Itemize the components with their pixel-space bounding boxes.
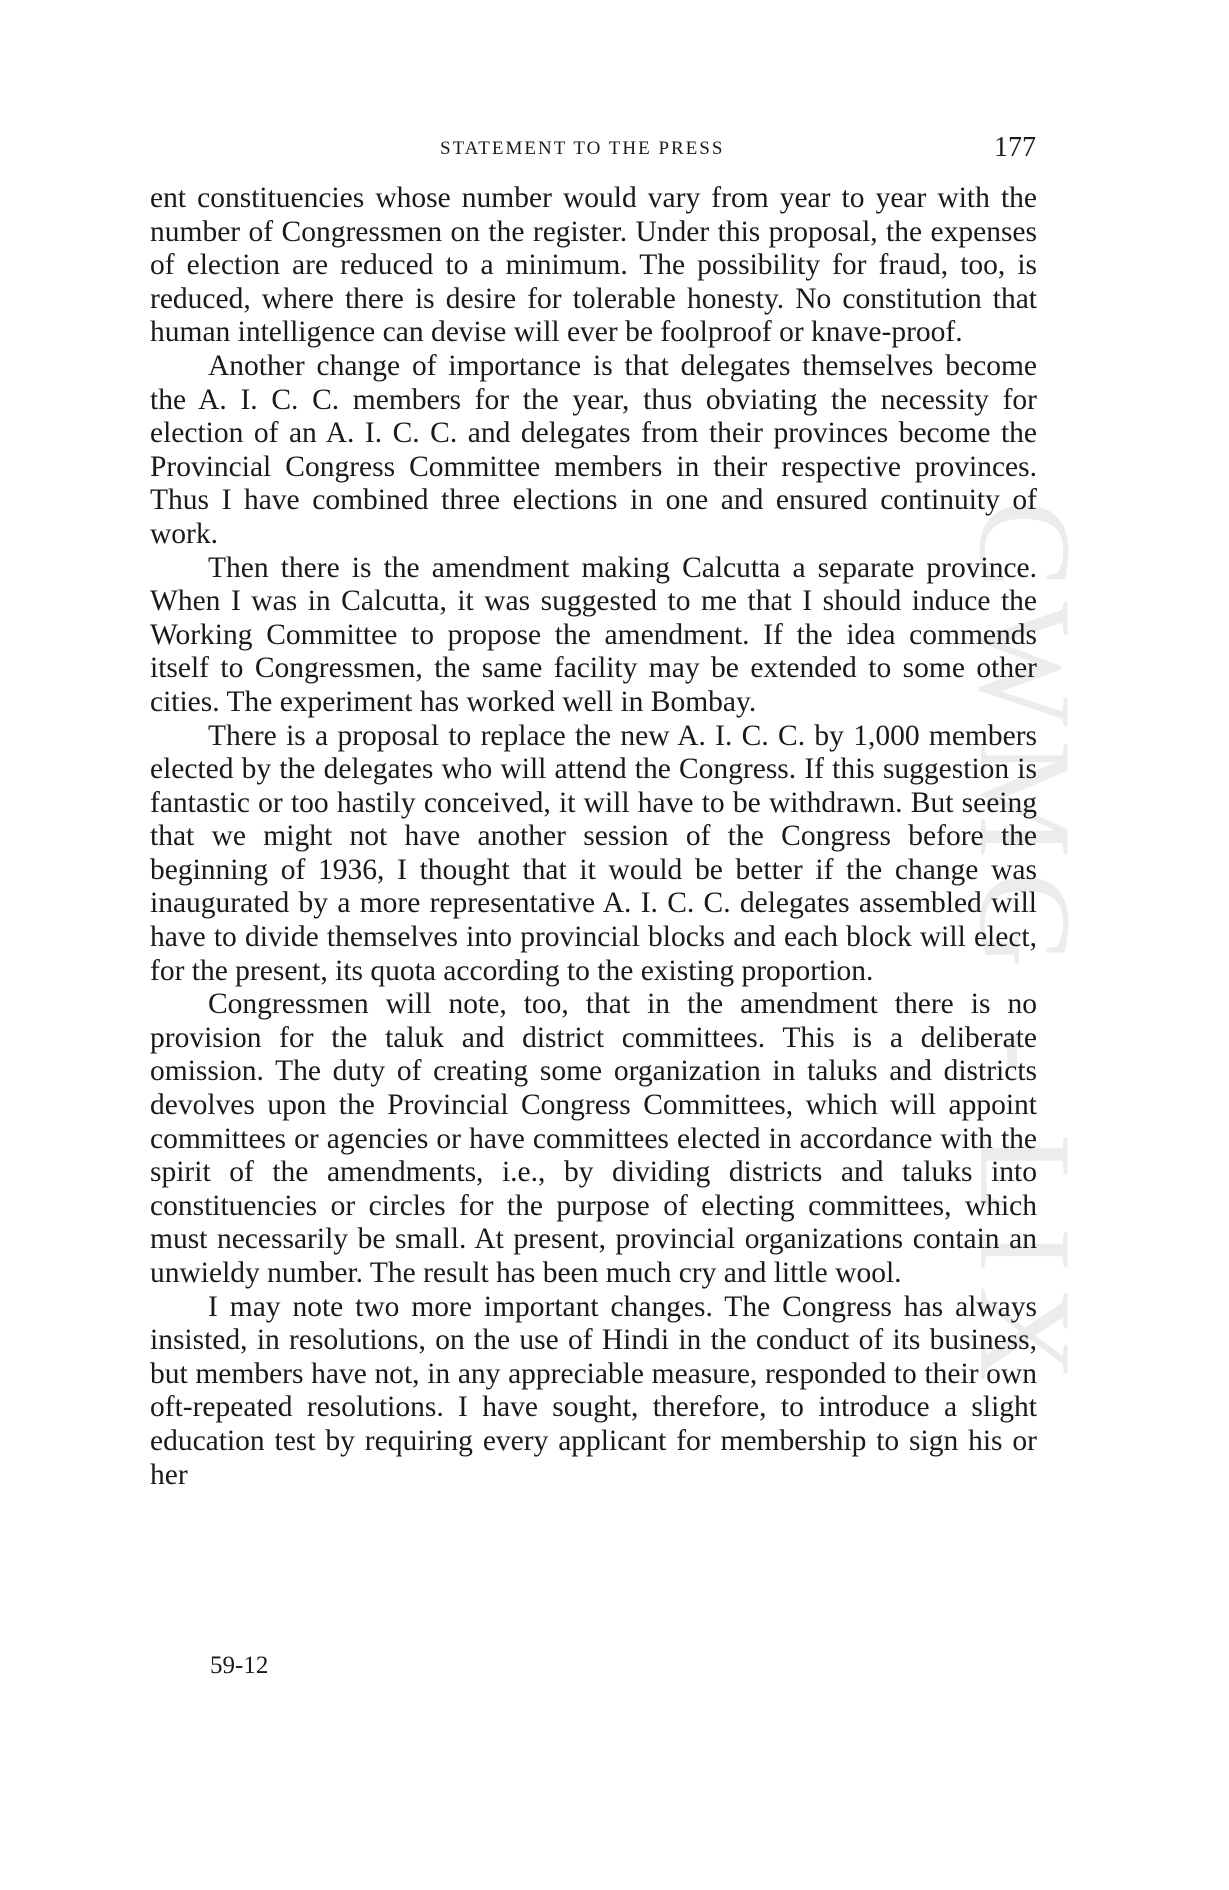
paragraph: Congressmen will note, too, that in the amendment there is no provision for the taluk and district committees. This is a deliberate omission. The duty of creating some organization in taluks and districts devolves upon the Provincial Congress Committees, which will appoint committees or agencies or have committees elected in accordance with the spirit of the amendments, i.e., by dividing districts and taluks into constituencies or circles for the purpose of electing committees, which must necessarily be small. At present, provincial organizations contain an unwieldy number. The result has been much cry and little wool. [150, 988, 1037, 1289]
paragraph: I may note two more important changes. The Congress has always insisted, in resolutions, on the use of Hindi in the conduct of its business, but members have not, in any appreciable measure, responded to their own oft-repeated resolutions. I have sought, therefore, to introduce a slight education test by requiring every applicant for membership to sign his or her [150, 1290, 1037, 1491]
page-number: 177 [994, 132, 1036, 163]
printer-signature: 59-12 [210, 1652, 269, 1679]
paragraph: Another change of importance is that delegates themselves become the A. I. C. C. members for the year, thus obviating the necessity for election of an A. I. C. C. and delegates from their provinces become the Provincial Congress Committee members in their respective provinces. Thus I have combined three elections in one and ensured continuity of work. [150, 349, 1037, 550]
watermark: CWMG - LIX [952, 500, 1099, 1396]
paragraph: Then there is the amendment making Calcutta a separate province. When I was in Calcutta, it was suggested to me that I should induce the Working Committee to propose the amendment. If the idea commends itself to Congressmen, the same facility may be extended to some other cities. The experiment has worked well in Bombay. [150, 551, 1037, 718]
page-header [148, 132, 1036, 172]
paragraph: ent constituencies whose number would vary from year to year with the number of Congressmen on the register. Under this proposal, the expenses of election are reduced to a minimum. The possibility for fraud, too, is reduced, where there is desire for tolerable honesty. No constitution that human intelligence can devise will ever be foolproof or knave-proof. [150, 182, 1037, 349]
running-title: STATEMENT TO THE PRESS [440, 138, 725, 159]
body-text [150, 182, 1037, 1492]
paragraph: There is a proposal to replace the new A. I. C. C. by 1,000 members elected by the delegates who will attend the Congress. If this suggestion is fantastic or too hastily conceived, it will have to be withdrawn. But seeing that we might not have another session of the Congress before the beginning of 1936, I thought that it would be better if the change was inaugurated by a more representative A. I. C. C. delegates assembled will have to divide themselves into provincial blocks and each block will elect, for the present, its quota according to the existing proportion. [150, 719, 1037, 987]
